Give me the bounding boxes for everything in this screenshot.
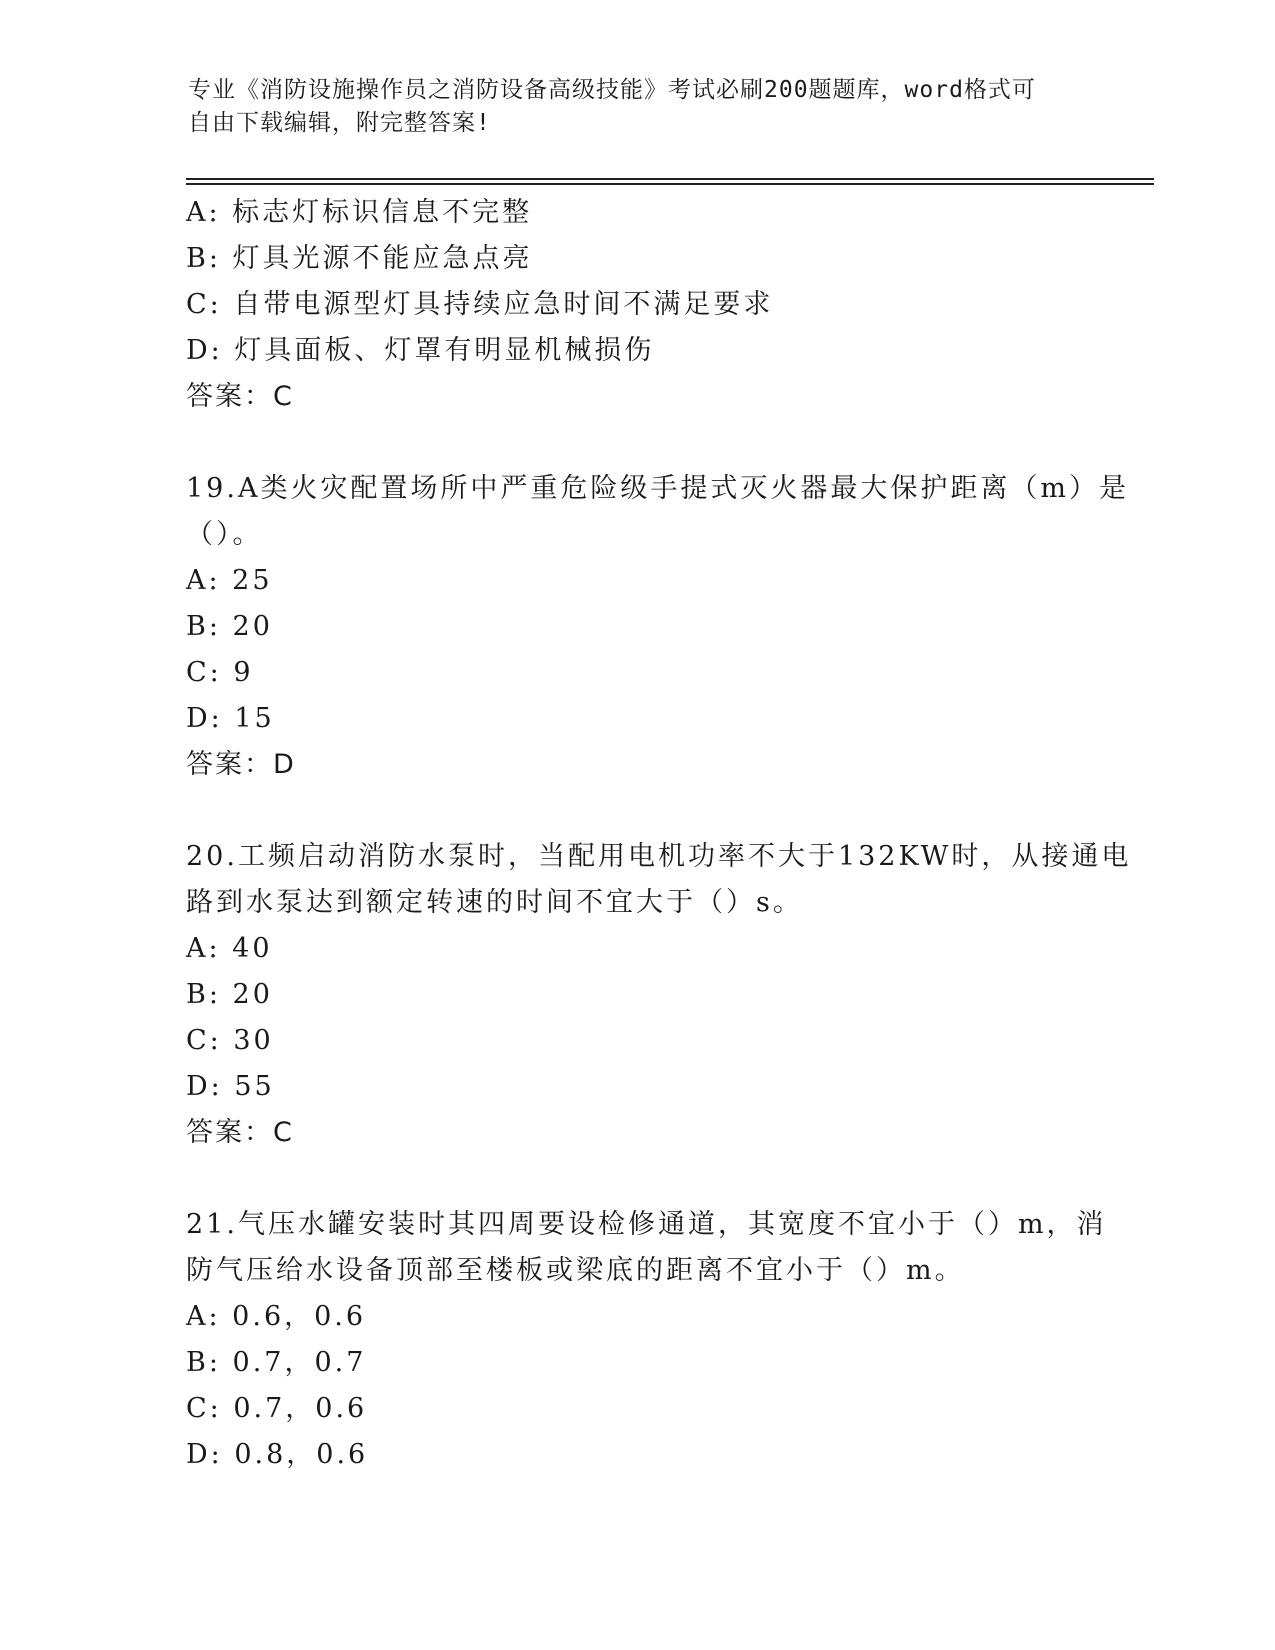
spacer [186, 1156, 1086, 1202]
question-stem: 21.气压水罐安装时其四周要设检修通道，其宽度不宜小于（）m，消 [186, 1209, 1107, 1240]
option-d: D: 0.8，0.6 [186, 1439, 369, 1470]
header-line-1: 专业《消防设施操作员之消防设备高级技能》考试必刷200题题库，word格式可 [188, 77, 1036, 103]
question-list [186, 190, 1132, 1478]
question-stem: 20.工频启动消防水泵时，当配用电机功率不大于132KW时，从接通电 [186, 841, 1132, 872]
option-a: A: 25 [186, 565, 273, 596]
question-stem: 19.A类火灾配置场所中严重危险级手提式灭火器最大保护距离（m）是 [186, 473, 1130, 504]
header-divider-top [186, 178, 1154, 180]
question-19 [186, 466, 1130, 788]
question-stem-continued: （）。 [186, 519, 263, 550]
answer: 答案：C [186, 1117, 294, 1148]
option-b: B: 20 [186, 979, 273, 1010]
option-b: B: 0.7，0.7 [186, 1347, 367, 1378]
option-a: A: 标志灯标识信息不完整 [186, 197, 533, 228]
answer: 答案：C [186, 381, 294, 412]
header-divider-bottom [186, 183, 1154, 185]
option-d: D: 灯具面板、灯罩有明显机械损伤 [186, 335, 655, 366]
document-header [188, 74, 1068, 140]
option-d: D: 15 [186, 703, 275, 734]
option-c: C: 自带电源型灯具持续应急时间不满足要求 [186, 289, 774, 320]
option-c: C: 30 [186, 1025, 274, 1056]
option-a: A: 0.6，0.6 [186, 1301, 367, 1332]
option-d: D: 55 [186, 1071, 275, 1102]
option-b: B: 20 [186, 611, 273, 642]
question-21 [186, 1202, 1107, 1478]
question-20 [186, 834, 1132, 1156]
header-line-2: 自由下载编辑，附完整答案! [188, 110, 491, 136]
question-stem-continued: 路到水泵达到额定转速的时间不宜大于（）s。 [186, 887, 803, 918]
question-18 [186, 190, 1086, 420]
answer: 答案：D [186, 749, 296, 780]
option-a: A: 40 [186, 933, 273, 964]
spacer [186, 420, 1086, 466]
option-b: B: 灯具光源不能应急点亮 [186, 243, 533, 274]
question-stem-continued: 防气压给水设备顶部至楼板或梁底的距离不宜小于（）m。 [186, 1255, 965, 1286]
spacer [186, 788, 1086, 834]
option-c: C: 9 [186, 657, 254, 688]
option-c: C: 0.7，0.6 [186, 1393, 368, 1424]
